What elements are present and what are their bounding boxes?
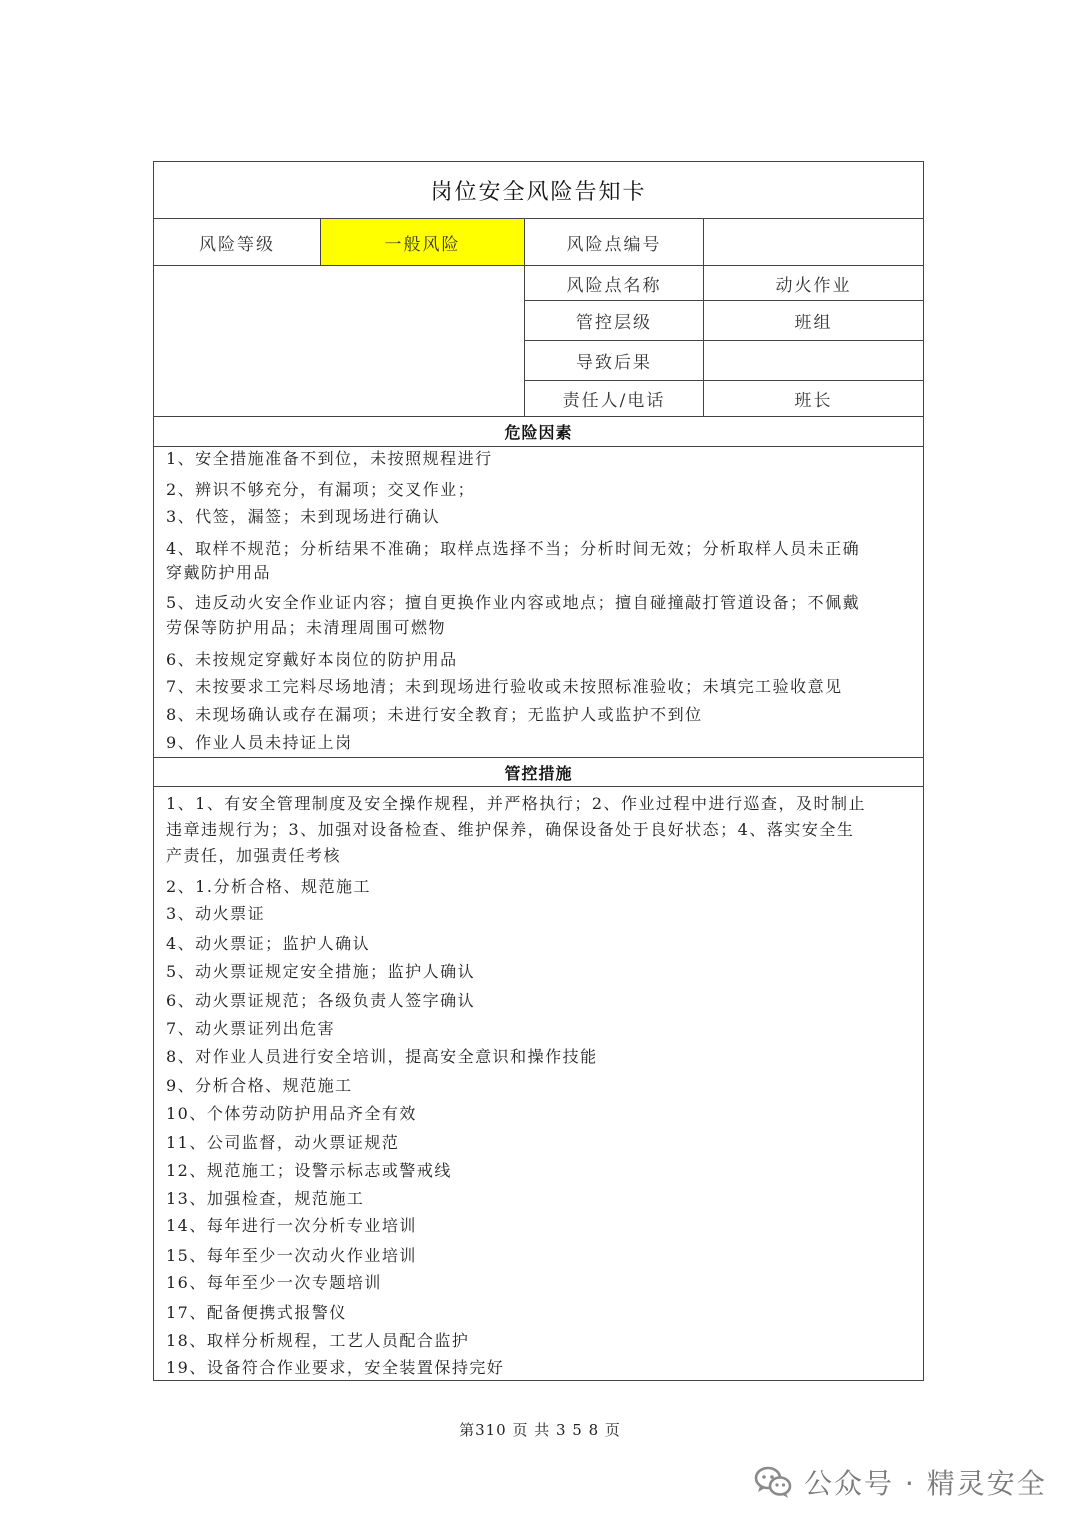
hazard-line: 2、辨识不够充分，有漏项；交叉作业；: [166, 480, 476, 499]
risk-point-no-label: 风险点编号: [525, 219, 704, 266]
risk-notice-card: [153, 161, 924, 1381]
hazard-line: 劳保等防护用品；未清理周围可燃物: [166, 618, 447, 637]
control-level-label: 管控层级: [525, 301, 704, 341]
risk-level-label: 风险等级: [154, 219, 321, 266]
hazard-line: 1、安全措施准备不到位，未按照规程进行: [166, 449, 493, 468]
hazard-line: 6、未按规定穿戴好本岗位的防护用品: [166, 650, 458, 669]
measure-line: 6、动火票证规范；各级负责人签字确认: [166, 991, 476, 1010]
measure-line: 9、分析合格、规范施工: [166, 1076, 353, 1095]
measure-line: 10、个体劳动防护用品齐全有效: [166, 1104, 417, 1123]
measure-line: 7、动火票证列出危害: [166, 1019, 336, 1038]
measure-line: 违章违规行为；3、加强对设备检查、维护保养，确保设备处于良好状态；4、落实安全生: [166, 820, 855, 839]
measure-line: 13、加强检查，规范施工: [166, 1189, 365, 1208]
hazard-line: 5、违反动火安全作业证内容；擅自更换作业内容或地点；擅自碰撞敲打管道设备；不佩戴: [166, 593, 861, 612]
measures-heading: 管控措施: [154, 757, 923, 787]
image-area: [154, 266, 525, 417]
measure-line: 3、动火票证: [166, 904, 266, 923]
card-title: 岗位安全风险告知卡: [154, 162, 923, 219]
measure-line: 8、对作业人员进行安全培训，提高安全意识和操作技能: [166, 1047, 598, 1066]
risk-point-name-value: 动火作业: [704, 266, 923, 301]
consequence-label: 导致后果: [525, 341, 704, 381]
measure-line: 2、1.分析合格、规范施工: [166, 877, 371, 896]
hazard-line: 9、作业人员未持证上岗: [166, 733, 353, 752]
measure-line: 11、公司监督，动火票证规范: [166, 1133, 400, 1152]
responsible-label: 责任人/电话: [525, 381, 704, 417]
measure-line: 14、每年进行一次分析专业培训: [166, 1216, 417, 1235]
hazard-line: 3、代签，漏签；未到现场进行确认: [166, 507, 441, 526]
measure-line: 17、配备便携式报警仪: [166, 1303, 347, 1322]
hazard-line: 8、未现场确认或存在漏项；未进行安全教育；无监护人或监护不到位: [166, 705, 703, 724]
measure-line: 18、取样分析规程，工艺人员配合监护: [166, 1331, 470, 1350]
hazard-line: 穿戴防护用品: [166, 563, 272, 582]
measure-line: 4、动火票证；监护人确认: [166, 934, 371, 953]
wechat-icon: [754, 1465, 792, 1499]
measure-line: 12、规范施工；设警示标志或警戒线: [166, 1161, 452, 1180]
risk-point-no-value: [704, 219, 923, 266]
risk-point-name-label: 风险点名称: [525, 266, 704, 301]
responsible-value: 班长: [704, 381, 923, 417]
measure-line: 16、每年至少一次专题培训: [166, 1273, 382, 1292]
measure-line: 5、动火票证规定安全措施；监护人确认: [166, 962, 476, 981]
hazard-line: 4、取样不规范；分析结果不准确；取样点选择不当；分析时间无效；分析取样人员未正确: [166, 539, 861, 558]
measure-line: 19、设备符合作业要求，安全装置保持完好: [166, 1358, 505, 1377]
measure-line: 15、每年至少一次动火作业培训: [166, 1246, 417, 1265]
hazards-heading: 危险因素: [154, 417, 923, 447]
watermark-text: 公众号 · 精灵安全: [804, 1467, 1047, 1500]
consequence-value: [704, 341, 923, 381]
risk-level-value: 一般风险: [321, 219, 525, 266]
hazard-line: 7、未按要求工完料尽场地清；未到现场进行验收或未按照标准验收；未填完工验收意见: [166, 677, 843, 696]
control-level-value: 班组: [704, 301, 923, 341]
watermark: [754, 1456, 1047, 1508]
measure-line: 1、1、有安全管理制度及安全操作规程，并严格执行；2、作业过程中进行巡查，及时制止: [166, 794, 867, 813]
measure-line: 产责任，加强责任考核: [166, 846, 342, 865]
page-number: 第310 页 共 3 5 8 页: [459, 1421, 621, 1439]
